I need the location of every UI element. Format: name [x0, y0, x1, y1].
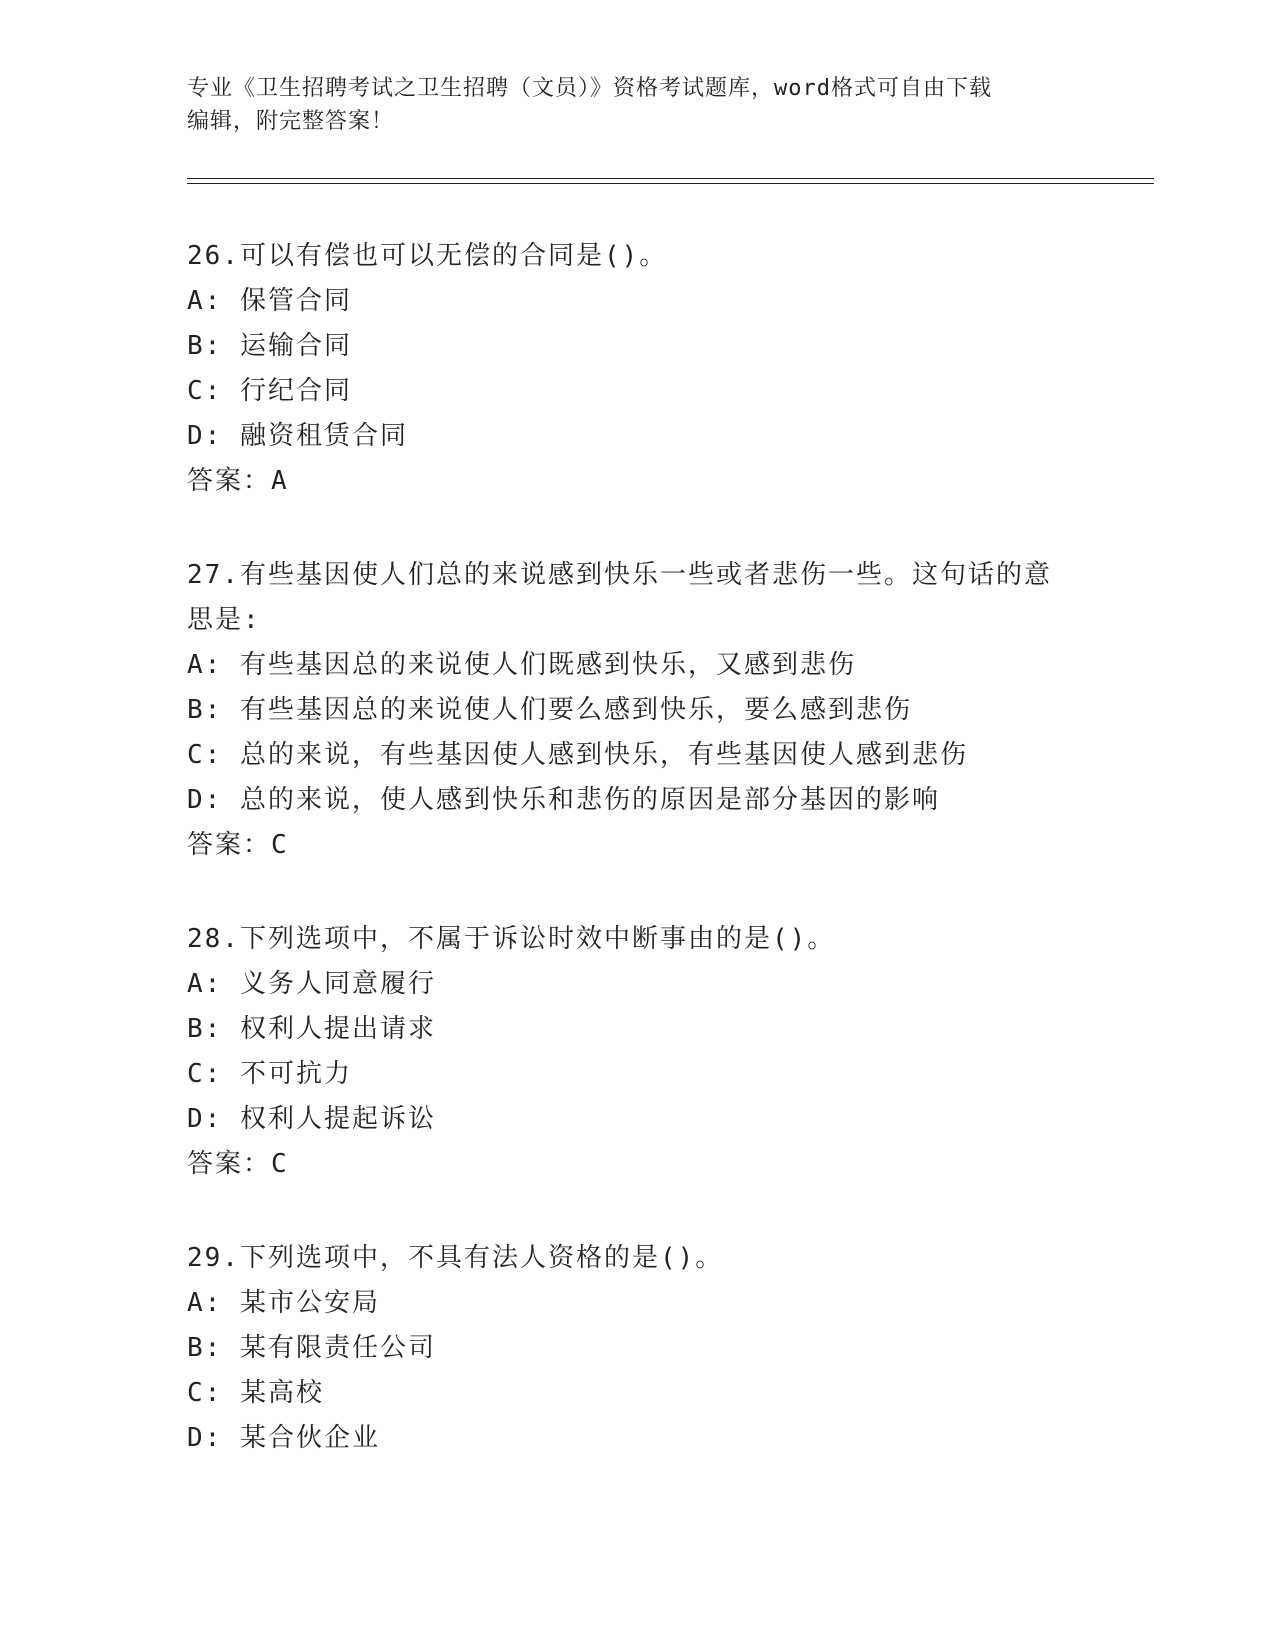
- question-29: [187, 1236, 1087, 1461]
- option-a: A: 某市公安局: [187, 1288, 380, 1318]
- header-divider-bottom: [187, 183, 1154, 184]
- option-b: B: 运输合同: [187, 331, 352, 361]
- option-d: D: 某合伙企业: [187, 1423, 380, 1453]
- question-28: [187, 917, 1087, 1187]
- document-header: [187, 72, 1087, 138]
- option-a: A: 保管合同: [187, 286, 352, 316]
- option-a: A: 有些基因总的来说使人们既感到快乐，又感到悲伤: [187, 650, 856, 680]
- option-d: D: 总的来说，使人感到快乐和悲伤的原因是部分基因的影响: [187, 785, 940, 815]
- header-divider-top: [187, 178, 1154, 179]
- question-stem-line-2: 思是:: [187, 605, 261, 635]
- option-a: A: 义务人同意履行: [187, 969, 436, 999]
- option-c: C: 总的来说，有些基因使人感到快乐，有些基因使人感到悲伤: [187, 740, 968, 770]
- question-stem-line-1: 27.有些基因使人们总的来说感到快乐一些或者悲伤一些。这句话的意: [187, 560, 1052, 590]
- option-c: C: 行纪合同: [187, 376, 352, 406]
- option-b: B: 有些基因总的来说使人们要么感到快乐，要么感到悲伤: [187, 695, 912, 725]
- option-d: D: 权利人提起诉讼: [187, 1104, 436, 1134]
- header-line-2: 编辑，附完整答案！: [187, 109, 395, 134]
- option-b: B: 某有限责任公司: [187, 1333, 436, 1363]
- option-c: C: 某高校: [187, 1378, 324, 1408]
- answer: 答案：A: [187, 466, 289, 496]
- option-d: D: 融资租赁合同: [187, 421, 408, 451]
- option-b: B: 权利人提出请求: [187, 1014, 436, 1044]
- question-stem: 26.可以有偿也可以无偿的合同是()。: [187, 241, 668, 271]
- question-stem: 29.下列选项中，不具有法人资格的是()。: [187, 1243, 724, 1273]
- question-27: [187, 553, 1087, 868]
- answer: 答案：C: [187, 1149, 289, 1179]
- option-c: C: 不可抗力: [187, 1059, 352, 1089]
- question-stem: 28.下列选项中，不属于诉讼时效中断事由的是()。: [187, 924, 836, 954]
- header-line-1: 专业《卫生招聘考试之卫生招聘（文员）》资格考试题库，word格式可自由下载: [187, 76, 992, 101]
- question-26: [187, 234, 1087, 504]
- answer: 答案：C: [187, 830, 289, 860]
